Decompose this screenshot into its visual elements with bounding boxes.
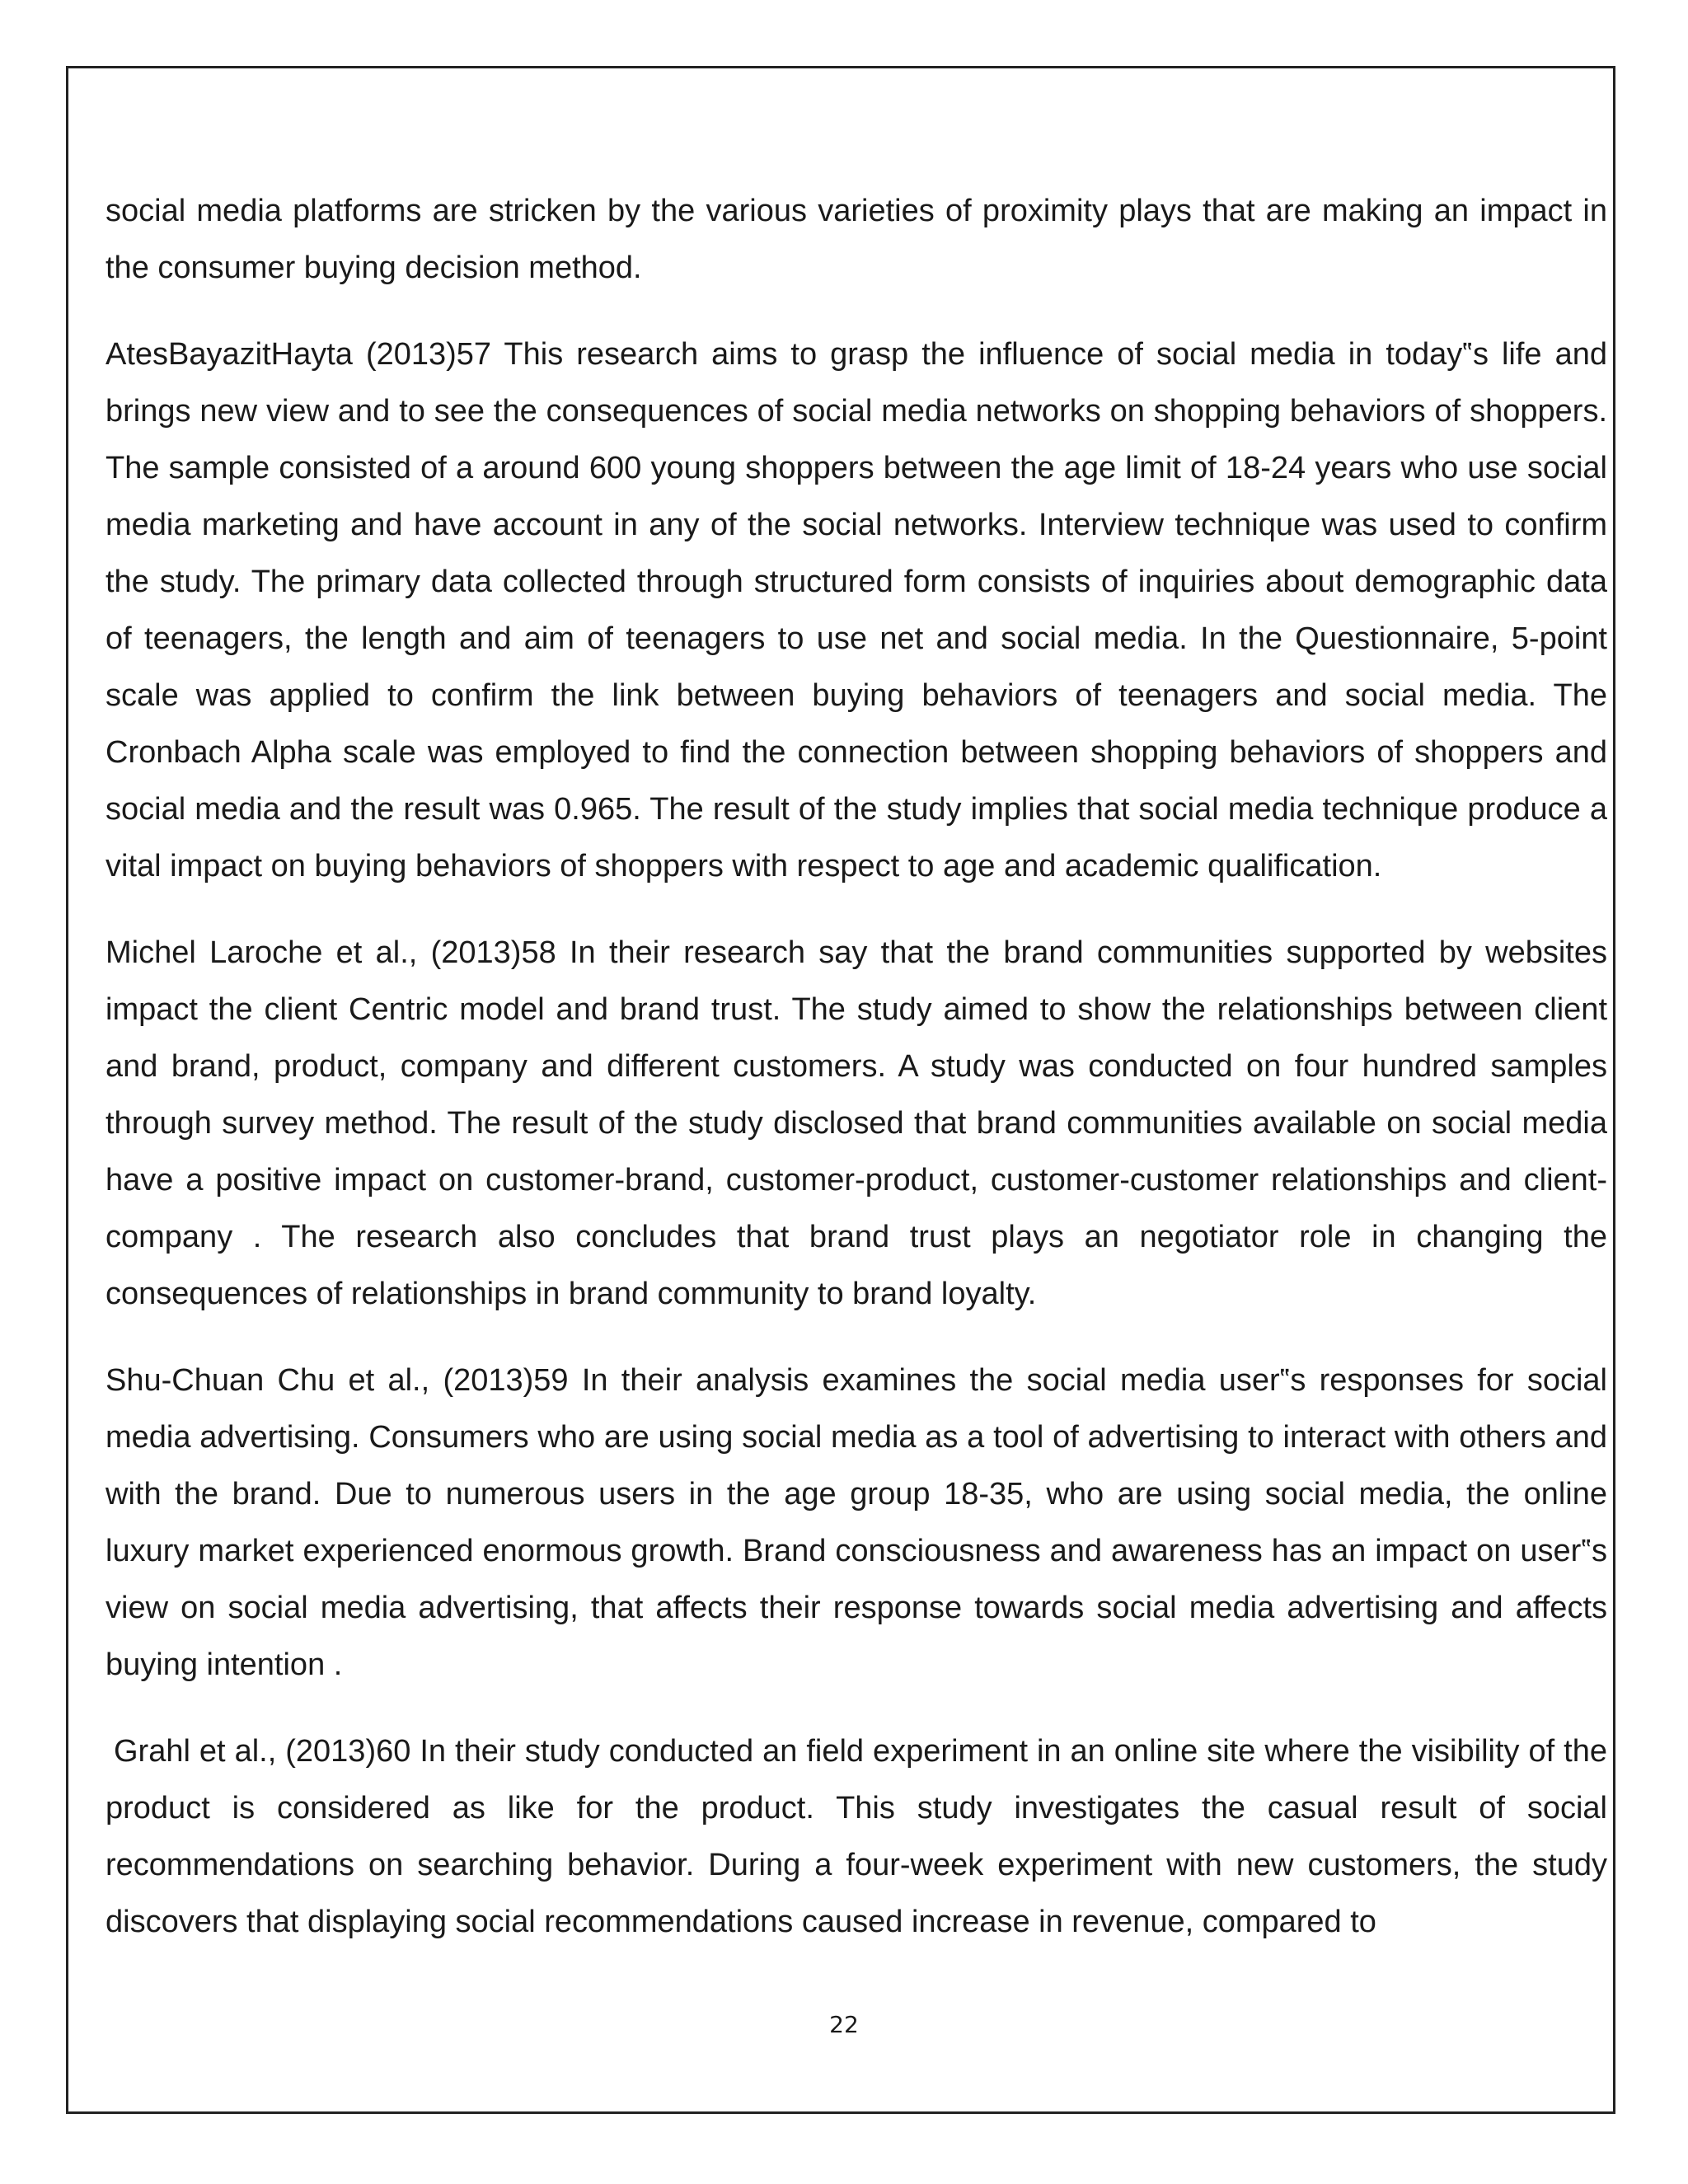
paragraph-laroche: Michel Laroche et al., (2013)58 In their research say that the brand communities supported by websites impact the client Centric model and brand trust. The study aimed to show the relationships between client and brand, product, company and different customers. A study was conducted on four hundred samples through survey method. The result of the study disclosed that brand communities available on social media have a positive impact on customer-brand, customer-product, customer-customer relationships and client- company . The research also concludes that brand trust plays an negotiator role in changing the consequences of relationships in brand community to brand loyalty. (106, 935, 1607, 1311)
page-number: 22 (829, 2011, 859, 2038)
paragraph-chu: Shu-Chuan Chu et al., (2013)59 In their analysis examines the social media user‟s responses for social media advertising. Consumers who are using social media as a tool of advertising to interact with others and with the brand. Due to numerous users in the age group 18-35, who are using social media, the online luxury market experienced enormous growth. Brand consciousness and awareness has an impact on user‟s view on social media advertising, that affects their response towards social media advertising and affects buying intention . (106, 1363, 1607, 1682)
paragraph-atesbayazithayta: AtesBayazitHayta (2013)57 This research aims to grasp the influence of social media in today‟s life and brings new view and to see the consequences of social media networks on shopping behaviors of shoppers. The sample consisted of a around 600 young shoppers between the age limit of 18-24 years who use social media marketing and have account in any of the social networks. Interview technique was used to confirm the study. The primary data collected through structured form consists of inquiries about demographic data of teenagers, the length and aim of teenagers to use net and social media. In the Questionnaire, 5-point scale was applied to confirm the link between buying behaviors of teenagers and social media. The Cronbach Alpha scale was employed to find the connection between shopping behaviors of shoppers and social media and the result was 0.965. The result of the study implies that social media technique produce a vital impact on buying behaviors of shoppers with respect to age and academic qualification. (106, 337, 1607, 883)
document-body (106, 183, 1607, 1980)
paragraph-grahl: Grahl et al., (2013)60 In their study conducted an field experiment in an online site where the visibility of the product is considered as like for the product. This study investigates the casual result of social recommendations on searching behavior. During a four-week experiment with new customers, the study discovers that displaying social recommendations caused increase in revenue, compared to (106, 1734, 1607, 1939)
paragraph-continuation: social media platforms are stricken by the various varieties of proximity plays that are making an impact in the consumer buying decision method. (106, 194, 1607, 285)
